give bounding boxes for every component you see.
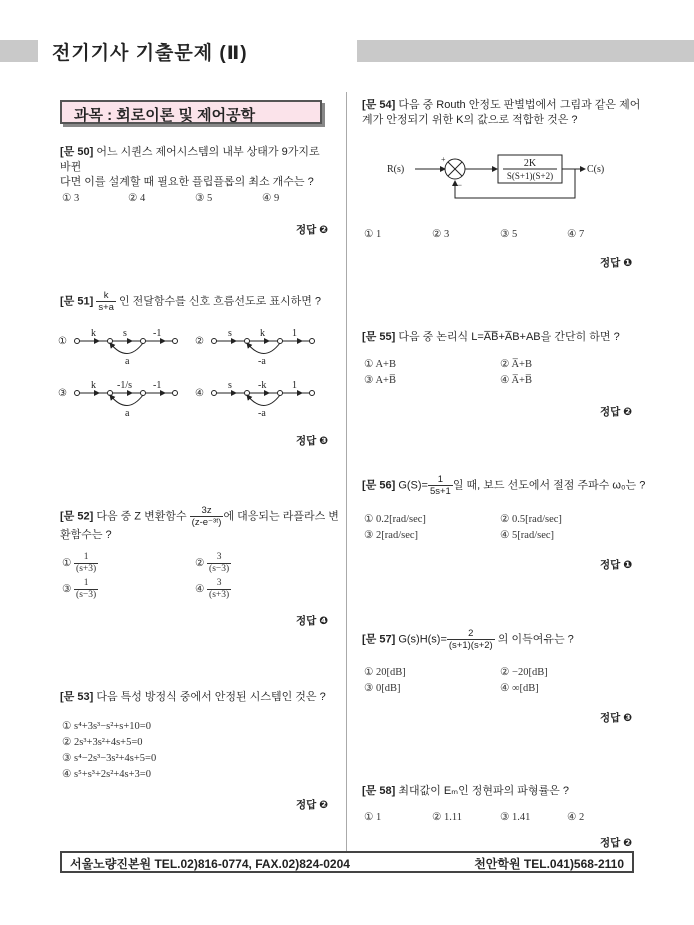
question-text: 최대값이 Eₘ인 정현파의 파형률은 ? [398,785,569,797]
question-number: [문 50] [60,146,94,158]
question-number: [문 54] [362,99,396,111]
signal-flow-graphs [55,322,345,422]
svg-text:1: 1 [292,328,297,339]
svg-text:k: k [260,328,265,339]
footer-contact-bar [60,851,634,873]
svg-text:-1/s: -1/s [117,380,132,391]
svg-text:②: ② [195,336,204,347]
svg-text:④: ④ [195,388,204,399]
option-2: ② $\frac{3}{(s-3)}$ [195,552,230,574]
question-number: [문 58] [362,785,396,797]
option-1: ① 20[dB] [364,667,406,678]
question-number: [문 51] [60,295,94,308]
option-2: ② 0.5[rad/sec] [500,514,562,525]
option-3: ③ 1.41 [500,812,531,823]
block-diagram [385,150,625,205]
answer-label: 정답 ❷ [600,837,633,849]
option-2: ② 2s³+3s²+4s+5=0 [62,737,143,748]
svg-text:s: s [123,328,127,339]
svg-text:-a: -a [258,408,266,419]
svg-text:k: k [91,328,96,339]
option-4: ④ A̅+B̅ [500,375,532,386]
answer-label: 정답 ❷ [600,406,633,418]
svg-text:1: 1 [292,380,297,391]
question-text: 다음 중 논리식 L=A̅B̅+A̅B+AB을 간단히 하면 ? [398,331,620,343]
svg-text:+: + [441,155,446,164]
question-text: 다음 중 Z 변환함수 [96,510,187,523]
question-text: 다음 중 Routh 안정도 판별법에서 그림과 같은 제어 [398,99,641,111]
svg-text:s: s [228,380,232,391]
footer-left-contact: 서울노량진본원 TEL.02)816-0774, FAX.02)824-0204 [70,857,350,871]
svg-text:k: k [91,380,96,391]
question-text: 의 이득여유는 ? [497,633,574,646]
option-1: ① A+B [364,359,396,370]
option-3: ③ 2[rad/sec] [364,530,419,541]
svg-text:R(s): R(s) [387,164,405,175]
question-number: [문 57] [362,633,396,646]
option-2: ② 3 [432,229,450,240]
answer-label: 정답 ❶ [600,559,633,571]
footer-right-contact: 천안학원 TEL.041)568-2110 [474,857,624,871]
svg-text:a: a [125,408,130,419]
option-1: ① 1 [364,812,382,823]
svg-text:-k: -k [258,380,267,391]
question-text: 다면 이를 설계할 때 필요한 플립플롭의 최소 개수는 ? [60,176,314,188]
svg-text:③: ③ [58,388,67,399]
question-text: 다음 특성 방정식 중에서 안정된 시스템인 것은 ? [96,691,326,703]
option-1: ① $\frac{1}{(s+3)}$ [62,552,97,574]
question-55 [362,330,652,345]
fraction: $\frac{3z}{\text{(z-e⁻³ᵗ)}}$ [191,505,222,528]
question-text: 계가 안정되기 위한 K의 값으로 적합한 것은 ? [362,114,578,126]
svg-text:C(s): C(s) [587,164,605,175]
question-53 [60,690,340,705]
question-52 [60,505,340,543]
answer-label: 정답 ❹ [296,615,329,627]
option-3: ③ 5 [500,229,518,240]
answer-label: 정답 ❶ [600,257,633,269]
option-3: ③ A+B̅ [364,375,396,386]
header-bar-left [0,40,38,62]
fraction: $\frac{k}{s+a}$ [98,290,114,313]
option-4: ④ 9 [262,193,280,204]
page-title: 전기기사 기출문제 (Ⅱ) [52,43,248,64]
option-4: ④ 5[rad/sec] [500,530,555,541]
option-2: ② −20[dB] [500,667,548,678]
option-3: ③ 5 [195,193,213,204]
graph-1 [58,328,178,367]
question-58 [362,784,652,799]
question-text: 환함수는 ? [60,529,112,541]
svg-text:2K: 2K [523,158,537,169]
graph-2 [195,328,315,367]
question-57 [362,628,662,651]
fraction: $\frac{1}{5s+1}$ [429,474,451,497]
answer-label: 정답 ❷ [296,799,329,811]
question-text: 에 대응되는 라플라스 변 [223,510,339,523]
option-4: ④ ∞[dB] [500,683,539,694]
question-number: [문 56] [362,479,396,492]
option-1: ① 3 [62,193,80,204]
subject-box: 과목 : 회로이론 및 제어공학 [60,100,322,124]
option-3: ③ $\frac{1}{(s-3)}$ [62,578,97,600]
question-text: G(S)= [398,479,428,492]
svg-text:S(S+1)(S+2): S(S+1)(S+2) [506,171,554,181]
question-text: G(s)H(s)= [398,633,447,646]
svg-text:s: s [228,328,232,339]
graph-4 [195,380,315,419]
option-2: ② 1.11 [432,812,463,823]
svg-text:①: ① [58,336,67,347]
fraction: $\frac{2}{(s+1)(s+2)}$ [448,628,493,651]
question-56 [362,474,662,497]
option-4: ④ s⁵+s³+2s²+4s+3=0 [62,769,151,780]
answer-label: 정답 ❷ [296,224,329,236]
question-54 [362,98,642,128]
option-4: ④ 7 [567,229,585,240]
option-1: ① 0.2[rad/sec] [364,514,426,525]
question-number: [문 52] [60,510,94,523]
column-divider [346,92,347,852]
question-51 [60,290,335,313]
svg-text:-a: -a [258,356,266,367]
question-number: [문 55] [362,331,396,343]
graph-3 [58,380,178,419]
question-text: 일 때, 보드 선도에서 절점 주파수 ω₀는 ? [452,479,646,492]
option-2: ② 4 [128,193,146,204]
option-1: ① 1 [364,229,382,240]
answer-label: 정답 ❸ [600,712,633,724]
svg-text:a: a [125,356,130,367]
header-bar-right [357,40,694,62]
option-4: ④ 2 [567,812,585,823]
svg-text:−: − [457,180,463,190]
answer-label: 정답 ❸ [296,435,329,447]
question-text: 인 전달함수를 신호 흐름선도로 표시하면 ? [118,295,322,308]
svg-text:-1: -1 [153,380,162,391]
option-3: ③ 0[dB] [364,683,401,694]
option-3: ③ s⁴−2s³−3s²+4s+5=0 [62,753,157,764]
svg-text:-1: -1 [153,328,162,339]
option-4: ④ $\frac{3}{(s+3)}$ [195,578,230,600]
question-50 [60,145,332,190]
question-text: 어느 시퀀스 제어시스템의 내부 상태가 9가지로 바뀐 [60,146,320,173]
option-1: ① s⁴+3s³−s²+s+10=0 [62,721,151,732]
option-2: ② A̅+B [500,359,532,370]
question-number: [문 53] [60,691,94,703]
